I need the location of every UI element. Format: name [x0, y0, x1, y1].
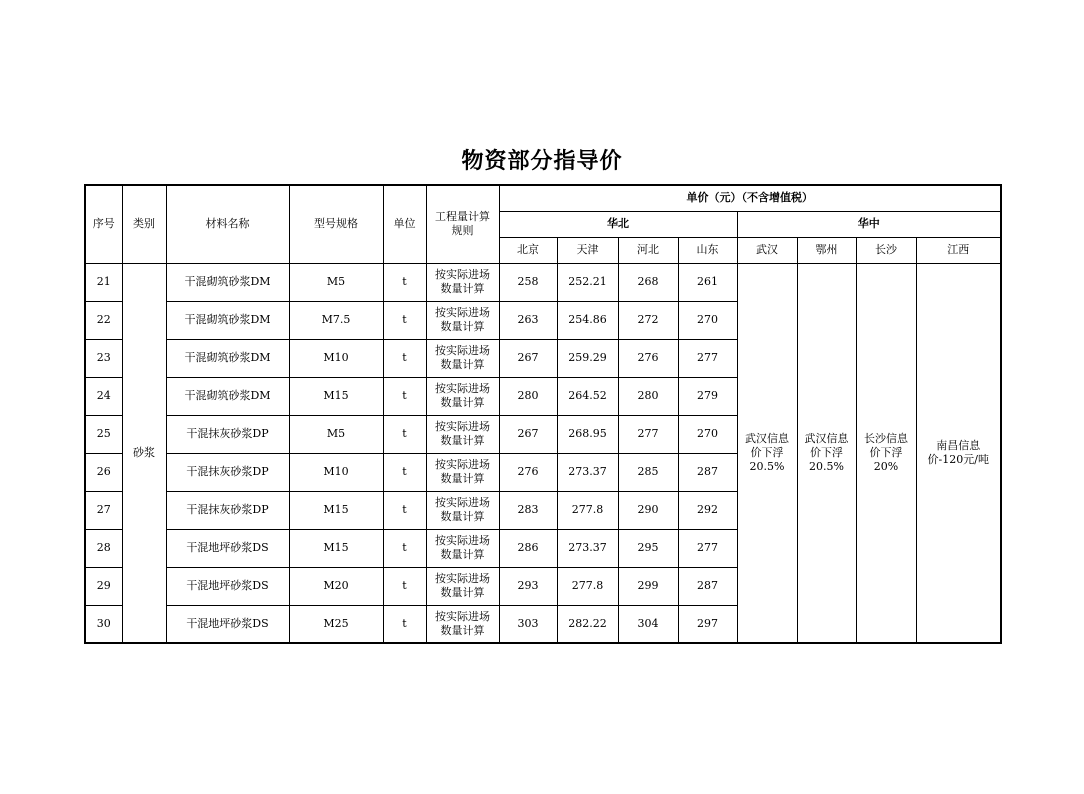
header-spec: 型号规格	[289, 185, 383, 263]
cell-rule: 按实际进场数量计算	[426, 605, 499, 643]
cell-price-beijing: 276	[499, 453, 557, 491]
note-ezhou: 武汉信息价下浮20.5%	[797, 263, 856, 643]
note-changsha: 长沙信息价下浮20%	[856, 263, 916, 643]
cell-name: 干混砌筑砂浆DM	[166, 301, 289, 339]
cell-rule: 按实际进场数量计算	[426, 415, 499, 453]
cell-price-beijing: 280	[499, 377, 557, 415]
cell-unit: t	[383, 415, 426, 453]
note-wuhan: 武汉信息价下浮20.5%	[737, 263, 797, 643]
price-table	[84, 184, 1002, 644]
cell-price-tianjin: 259.29	[557, 339, 618, 377]
cell-price-beijing: 303	[499, 605, 557, 643]
table-row	[85, 263, 1001, 301]
cell-name: 干混砌筑砂浆DM	[166, 339, 289, 377]
cell-unit: t	[383, 605, 426, 643]
cell-seq: 29	[85, 567, 122, 605]
cell-spec: M20	[289, 567, 383, 605]
cell-rule: 按实际进场数量计算	[426, 377, 499, 415]
cell-seq: 26	[85, 453, 122, 491]
cell-price-shandong: 287	[678, 453, 737, 491]
header-name: 材料名称	[166, 185, 289, 263]
cell-spec: M5	[289, 263, 383, 301]
cell-rule: 按实际进场数量计算	[426, 491, 499, 529]
cell-seq: 24	[85, 377, 122, 415]
header-city: 山东	[678, 237, 737, 263]
cell-unit: t	[383, 339, 426, 377]
page-title: 物资部分指导价	[461, 149, 623, 174]
cell-spec: M25	[289, 605, 383, 643]
header-region-central: 华中	[737, 211, 1001, 237]
cell-price-shandong: 277	[678, 529, 737, 567]
cell-name: 干混地坪砂浆DS	[166, 605, 289, 643]
cell-unit: t	[383, 301, 426, 339]
cell-rule: 按实际进场数量计算	[426, 567, 499, 605]
header-region-north: 华北	[499, 211, 737, 237]
cell-name: 干混砌筑砂浆DM	[166, 263, 289, 301]
cell-seq: 23	[85, 339, 122, 377]
cell-name: 干混抹灰砂浆DP	[166, 491, 289, 529]
header-city: 长沙	[856, 237, 916, 263]
cell-price-hebei: 272	[618, 301, 678, 339]
cell-unit: t	[383, 263, 426, 301]
cell-price-beijing: 258	[499, 263, 557, 301]
cell-spec: M15	[289, 491, 383, 529]
cell-price-shandong: 279	[678, 377, 737, 415]
cell-name: 干混砌筑砂浆DM	[166, 377, 289, 415]
cell-price-hebei: 299	[618, 567, 678, 605]
cell-name: 干混地坪砂浆DS	[166, 567, 289, 605]
header-city: 北京	[499, 237, 557, 263]
cell-price-shandong: 277	[678, 339, 737, 377]
header-rule: 工程量计算规则	[426, 185, 499, 263]
cell-price-shandong: 292	[678, 491, 737, 529]
cell-rule: 按实际进场数量计算	[426, 339, 499, 377]
cell-unit: t	[383, 529, 426, 567]
cell-price-tianjin: 273.37	[557, 529, 618, 567]
cell-seq: 22	[85, 301, 122, 339]
cell-seq: 25	[85, 415, 122, 453]
cell-price-hebei: 277	[618, 415, 678, 453]
cell-name: 干混抹灰砂浆DP	[166, 415, 289, 453]
cell-price-tianjin: 252.21	[557, 263, 618, 301]
cell-spec: M10	[289, 453, 383, 491]
header-category: 类别	[122, 185, 166, 263]
cell-price-beijing: 267	[499, 415, 557, 453]
cell-category: 砂浆	[122, 263, 166, 643]
note-jiangxi: 南昌信息价-120元/吨	[916, 263, 1001, 643]
cell-price-beijing: 267	[499, 339, 557, 377]
cell-price-tianjin: 268.95	[557, 415, 618, 453]
cell-name: 干混地坪砂浆DS	[166, 529, 289, 567]
cell-seq: 30	[85, 605, 122, 643]
cell-rule: 按实际进场数量计算	[426, 453, 499, 491]
cell-unit: t	[383, 567, 426, 605]
cell-spec: M15	[289, 377, 383, 415]
cell-price-hebei: 280	[618, 377, 678, 415]
header-seq: 序号	[85, 185, 122, 263]
cell-price-tianjin: 273.37	[557, 453, 618, 491]
cell-price-tianjin: 277.8	[557, 567, 618, 605]
header-unit: 单位	[383, 185, 426, 263]
header-city: 天津	[557, 237, 618, 263]
cell-price-shandong: 287	[678, 567, 737, 605]
cell-price-hebei: 285	[618, 453, 678, 491]
cell-spec: M10	[289, 339, 383, 377]
cell-price-hebei: 295	[618, 529, 678, 567]
cell-price-beijing: 286	[499, 529, 557, 567]
cell-price-hebei: 268	[618, 263, 678, 301]
header-price-group: 单价（元）（不含增值税）	[499, 185, 1001, 211]
cell-price-hebei: 276	[618, 339, 678, 377]
header-city: 武汉	[737, 237, 797, 263]
cell-rule: 按实际进场数量计算	[426, 263, 499, 301]
cell-rule: 按实际进场数量计算	[426, 529, 499, 567]
cell-price-tianjin: 254.86	[557, 301, 618, 339]
header-city: 鄂州	[797, 237, 856, 263]
cell-price-tianjin: 282.22	[557, 605, 618, 643]
cell-price-tianjin: 264.52	[557, 377, 618, 415]
cell-price-shandong: 297	[678, 605, 737, 643]
cell-price-shandong: 261	[678, 263, 737, 301]
cell-price-beijing: 283	[499, 491, 557, 529]
cell-price-hebei: 290	[618, 491, 678, 529]
header-city: 江西	[916, 237, 1001, 263]
cell-seq: 28	[85, 529, 122, 567]
cell-unit: t	[383, 377, 426, 415]
cell-price-beijing: 293	[499, 567, 557, 605]
cell-price-shandong: 270	[678, 301, 737, 339]
cell-spec: M7.5	[289, 301, 383, 339]
cell-price-hebei: 304	[618, 605, 678, 643]
cell-price-tianjin: 277.8	[557, 491, 618, 529]
cell-unit: t	[383, 453, 426, 491]
cell-seq: 21	[85, 263, 122, 301]
cell-seq: 27	[85, 491, 122, 529]
cell-name: 干混抹灰砂浆DP	[166, 453, 289, 491]
cell-spec: M15	[289, 529, 383, 567]
cell-price-shandong: 270	[678, 415, 737, 453]
header-city: 河北	[618, 237, 678, 263]
cell-unit: t	[383, 491, 426, 529]
cell-price-beijing: 263	[499, 301, 557, 339]
cell-rule: 按实际进场数量计算	[426, 301, 499, 339]
cell-spec: M5	[289, 415, 383, 453]
